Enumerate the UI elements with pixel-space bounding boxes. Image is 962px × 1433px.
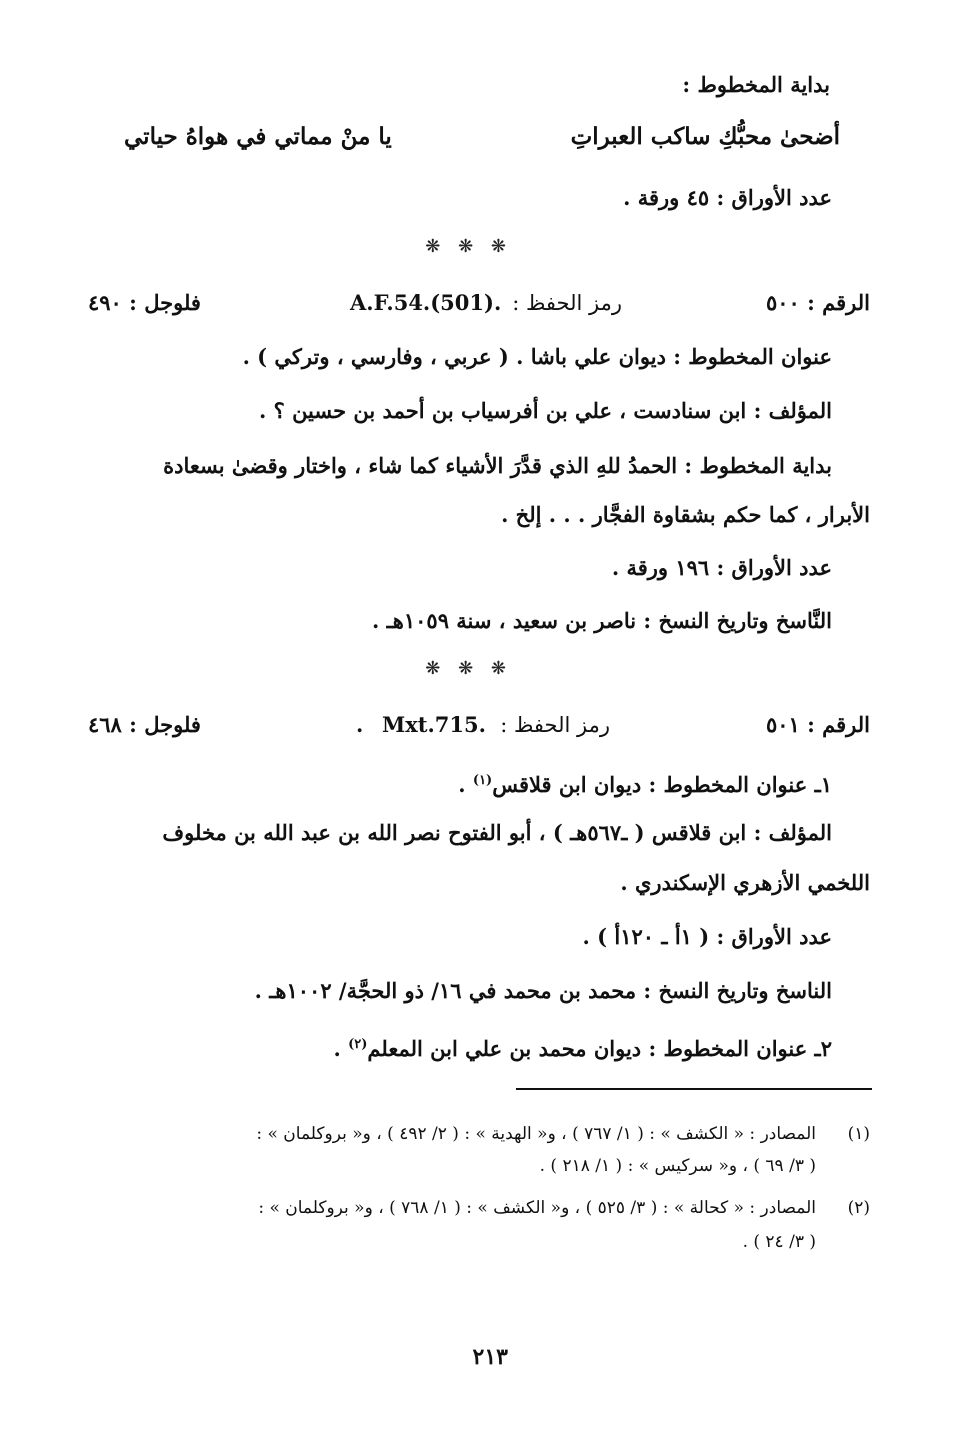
shelfmark-label: رمز الحفظ : <box>512 291 622 315</box>
title-period: . <box>333 1036 341 1061</box>
copyist-and-date: الناسخ وتاريخ النسخ : محمد بن محمد في ١٦/ ذو الحجَّة/ ١٠٠٢هـ . <box>254 978 832 1003</box>
entry-number: الرقم : ٥٠١ <box>765 712 870 737</box>
title-text: ١ـ عنوان المخطوط : ديوان ابن قلاقس <box>492 772 832 797</box>
footnote-number: (١) <box>847 1124 870 1144</box>
title-text: ٢ـ عنوان المخطوط : ديوان محمد بن علي ابن المعلم <box>367 1036 832 1061</box>
fluegel-number: فلوجل : ٤٦٨ <box>88 712 201 737</box>
verse-first-hemistich: أضحىٰ محبُّكِ ساكب العبراتِ <box>570 123 840 150</box>
footnote-2-line-2: ( ٣/ ٢٤ ) . <box>742 1232 816 1252</box>
title-period: . <box>458 772 466 797</box>
manuscript-author: المؤلف : ابن سنادست ، علي بن أفرسياب بن أحمد بن حسين ؟ . <box>258 398 832 423</box>
manuscript-beginning-cont: الأبرار ، كما حكم بشقاوة الفجَّار . . . إلخ . <box>501 502 870 527</box>
footnote-number: (٢) <box>847 1198 870 1218</box>
manuscript-title: عنوان المخطوط : ديوان علي باشا . ( عربي ، وفارسي ، وتركي ) . <box>242 344 832 369</box>
manuscript-author-cont: اللخمي الأزهري الإسكندري . <box>620 870 870 895</box>
section-separator: ❋ ❋ ❋ <box>425 236 512 257</box>
shelfmark-value: Mxt.715. <box>382 712 486 737</box>
manuscript-title <box>458 766 832 800</box>
manuscript-beginning: بداية المخطوط : الحمدُ للهِ الذي قدَّرَ الأشياء كما شاء ، واختار وقضىٰ بسعادة <box>163 453 832 478</box>
shelfmark-value: A.F.54.(501). <box>350 290 502 315</box>
footnote-1-line-1: المصادر : « الكشف » : ( ١/ ٧٦٧ ) ، و« الهدية » : ( ٢/ ٤٩٢ ) ، و« بروكلمان » : <box>256 1124 816 1144</box>
footnote-2-line-1: المصادر : « كحالة » : ( ٣/ ٥٢٥ ) ، و« الكشف » : ( ١/ ٧٦٨ ) ، و« بروكلمان » : <box>258 1198 816 1218</box>
leaf-count: عدد الأوراق : ١٩٦ ورقة . <box>611 555 832 580</box>
manuscript-title-2 <box>334 1030 833 1064</box>
leaf-count: عدد الأوراق : ( ١أ ـ ١٢٠أ ) . <box>582 924 832 949</box>
page-number: ٢١٣ <box>472 1344 508 1370</box>
verse-second-hemistich: يا منْ مماتي في هواهُ حياتي <box>124 123 392 150</box>
copyist-and-date: النَّاسخ وتاريخ النسخ : ناصر بن سعيد ، سنة ١٠٥٩هـ . <box>372 608 832 633</box>
footnote-ref: (١) <box>472 773 493 788</box>
shelfmark-period: . <box>356 712 364 737</box>
leaf-count: عدد الأوراق : ٤٥ ورقة . <box>623 185 832 210</box>
entry-number: الرقم : ٥٠٠ <box>765 290 870 315</box>
section-separator: ❋ ❋ ❋ <box>425 658 512 679</box>
fluegel-number: فلوجل : ٤٩٠ <box>88 290 201 315</box>
manuscript-author: المؤلف : ابن قلاقس ( ـ٥٦٧هـ ) ، أبو الفتوح نصر الله بن عبد الله بن مخلوف <box>162 820 832 845</box>
footnote-1-line-2: ( ٣/ ٦٩ ) ، و« سركيس » : ( ١/ ٢١٨ ) . <box>539 1156 816 1176</box>
footnote-rule <box>516 1088 872 1090</box>
shelfmark-label: رمز الحفظ : <box>500 713 610 737</box>
footnote-ref: (٢) <box>348 1037 368 1052</box>
beginning-label: بداية المخطوط : <box>682 72 830 97</box>
